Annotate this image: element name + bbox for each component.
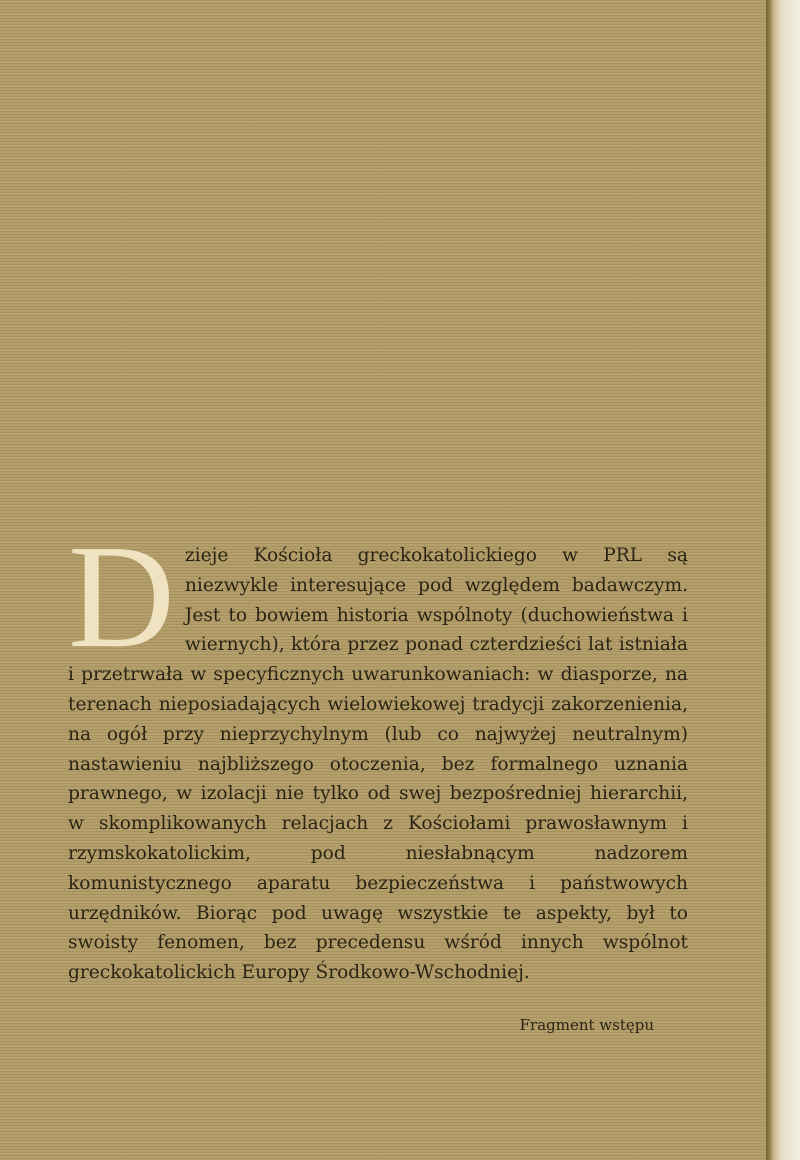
book-edge xyxy=(766,0,800,1160)
attribution-label: Fragment wstępu xyxy=(519,1016,654,1034)
blurb-paragraph xyxy=(68,515,688,988)
blurb-text: zieje Kościoła greckokatolickiego w PRL są niezwykle interesujące pod względem badawczym. Jest to bowiem historia wspólnoty (duchowieństwa i wiernych), która przez ponad czterdzieści lat istniała i przetrwała w specyficznych uwarunkowaniach: w diasporze, na terenach nieposiadających wielowiekowej tradycji zakorzenienia, na ogół przy nieprzychylnym (lub co najwyżej neutralnym) nastawieniu najbliższego otoczenia, bez formalnego uznania prawnego, w izolacji nie tylko od swej bezpośredniej hierarchii, w skomplikowanych relacjach z Kościołami prawosławnym i rzymskokatolickim, pod niesłabnącym nadzorem komunistycznego aparatu bezpieczeństwa i państwowych urzędników. Biorąc pod uwagę wszystkie te aspekty, był to swoisty fenomen, bez precedensu wśród innych wspólnot greckokatolickich Europy Środkowo-Wschodniej. xyxy=(68,545,688,984)
drop-cap-letter: D xyxy=(68,515,175,679)
